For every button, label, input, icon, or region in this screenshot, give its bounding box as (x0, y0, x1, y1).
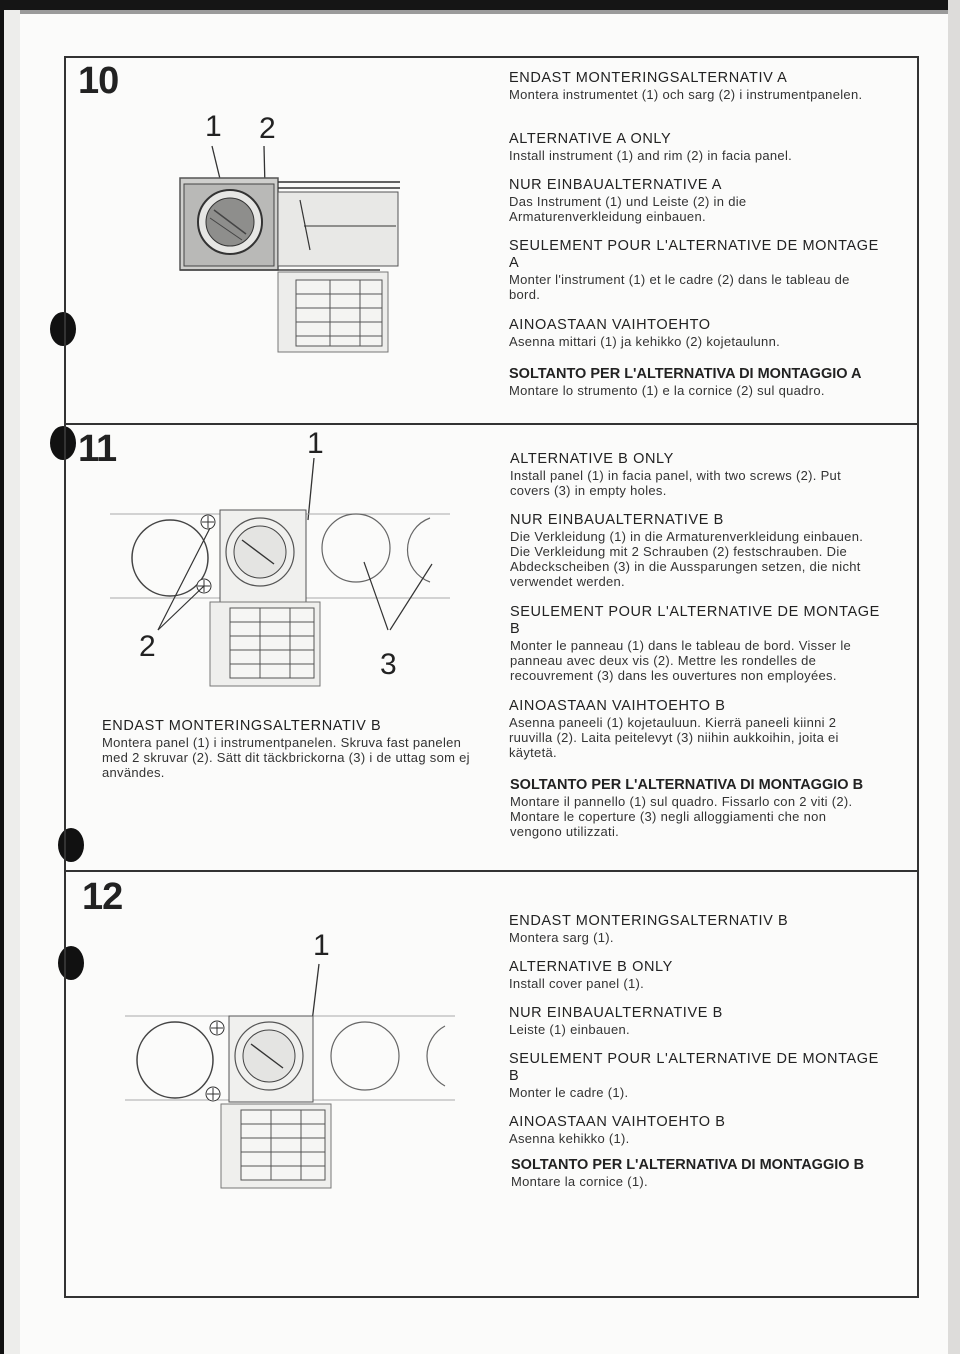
instruction-block-sv (102, 718, 474, 780)
instruction-block-it (509, 366, 881, 398)
language-heading: ALTERNATIVE B ONLY (509, 959, 673, 975)
instruction-block-en (509, 131, 881, 163)
instruction-text: Montare il pannello (1) sul quadro. Fissarlo con 2 viti (2). Montare le coperture (3) negli alloggiamenti che non vengono utilizzati. (510, 794, 853, 839)
instruction-text: Install panel (1) in facia panel, with two screws (2). Put covers (3) in empty holes. (510, 468, 841, 498)
step-number: 10 (78, 60, 119, 102)
instruction-text: Asenna mittari (1) ja kehikko (2) kojetaulunn. (509, 334, 781, 349)
instruction-text: Die Verkleidung (1) in die Armaturenverkleidung einbauen. Die Verkleidung mit 2 Schrauben (2) festschrauben. Die Abdeckscheiben (3) in die Aussparungen setzen, die nicht verwendet werden. (510, 529, 864, 589)
instruction-text: Montare la cornice (1). (511, 1174, 648, 1189)
instruction-block-fr (509, 238, 881, 302)
instruction-text: Asenna kehikko (1). (509, 1131, 630, 1146)
instruction-text: Install cover panel (1). (509, 976, 645, 991)
step-number: 11 (78, 428, 117, 470)
page-edge-right (948, 0, 960, 1354)
language-heading: AINOASTAAN VAIHTOEHTO B (509, 698, 726, 714)
instruction-block-de (509, 177, 881, 224)
panel-illustration (110, 458, 470, 690)
instruction-text: Montare lo strumento (1) e la cornice (2) sul quadro. (509, 383, 825, 398)
language-heading: ALTERNATIVE A ONLY (509, 131, 672, 147)
instruction-block-fi (509, 317, 881, 349)
instruction-block-sv (509, 913, 881, 945)
callout-label: 1 (307, 427, 324, 460)
language-heading: SOLTANTO PER L'ALTERNATIVA DI MONTAGGIO B (510, 777, 864, 793)
instruction-block-it (511, 1157, 883, 1189)
language-heading: ENDAST MONTERINGSALTERNATIV B (102, 718, 382, 734)
language-heading: SEULEMENT POUR L'ALTERNATIVE DE MONTAGE B (510, 604, 880, 637)
instruction-text: Montera panel (1) i instrumentpanelen. Skruva fast panelen med 2 skruvar (2). Sätt dit täckbrickorna (3) i de uttag som ej användes. (102, 735, 470, 780)
callout-label: 1 (205, 110, 222, 143)
instruction-block-fi (509, 698, 881, 760)
cover-panel-illustration (125, 960, 465, 1192)
instruction-text: Monter le cadre (1). (509, 1085, 629, 1100)
instruction-block-en (510, 451, 882, 498)
instruction-block-fr (509, 1051, 881, 1100)
page-edge-top (0, 0, 960, 10)
instruction-text: Das Instrument (1) und Leiste (2) in die Armaturenverkleidung einbauen. (509, 194, 747, 224)
language-heading: SOLTANTO PER L'ALTERNATIVA DI MONTAGGIO A (509, 366, 862, 382)
instruction-text: Montera instrumentet (1) och sarg (2) i instrumentpanelen. (509, 87, 863, 102)
language-heading: ALTERNATIVE B ONLY (510, 451, 674, 467)
instruction-block-fi (509, 1114, 881, 1146)
instruction-block-de (510, 512, 882, 589)
language-heading: SEULEMENT POUR L'ALTERNATIVE DE MONTAGE B (509, 1051, 879, 1084)
language-heading: AINOASTAAN VAIHTOEHTO (509, 317, 711, 333)
instruction-text: Leiste (1) einbauen. (509, 1022, 630, 1037)
instruction-block-de (509, 1005, 881, 1037)
language-heading: ENDAST MONTERINGSALTERNATIV B (509, 913, 789, 929)
page-edge-shadow (0, 0, 4, 1354)
language-heading: ENDAST MONTERINGSALTERNATIV A (509, 70, 788, 86)
callout-label: 2 (259, 112, 276, 145)
language-heading: SOLTANTO PER L'ALTERNATIVA DI MONTAGGIO B (511, 1157, 865, 1173)
section-divider (64, 423, 919, 425)
language-heading: NUR EINBAUALTERNATIVE A (509, 177, 723, 193)
callout-label: 2 (139, 630, 156, 663)
section-divider (64, 870, 919, 872)
step-number: 12 (82, 876, 123, 918)
instruction-block-sv (509, 70, 881, 102)
language-heading: SEULEMENT POUR L'ALTERNATIVE DE MONTAGE A (509, 238, 879, 271)
instruction-text: Montera sarg (1). (509, 930, 614, 945)
callout-label: 1 (313, 929, 330, 962)
instruction-text: Monter le panneau (1) dans le tableau de bord. Visser le panneau avec deux vis (2). Mettre les rondelles de recouvrement (3) dans les ouvertures non employées. (510, 638, 852, 683)
instruction-block-en (509, 959, 881, 991)
callout-label: 3 (380, 648, 397, 681)
language-heading: NUR EINBAUALTERNATIVE B (510, 512, 724, 528)
instruction-text: Asenna paneeli (1) kojetauluun. Kierrä paneeli kiinni 2 ruuvilla (2). Laita peitelevyt (3) niihin aukkoihin, joita ei käytetä. (509, 715, 839, 760)
instruction-block-it (510, 777, 882, 839)
language-heading: AINOASTAAN VAIHTOEHTO B (509, 1114, 726, 1130)
instrument-illustration (160, 140, 420, 360)
language-heading: NUR EINBAUALTERNATIVE B (509, 1005, 723, 1021)
instruction-text: Install instrument (1) and rim (2) in facia panel. (509, 148, 793, 163)
instruction-block-fr (510, 604, 882, 683)
instruction-text: Monter l'instrument (1) et le cadre (2) dans le tableau de bord. (509, 272, 850, 302)
page-edge-top-shadow (20, 10, 960, 14)
